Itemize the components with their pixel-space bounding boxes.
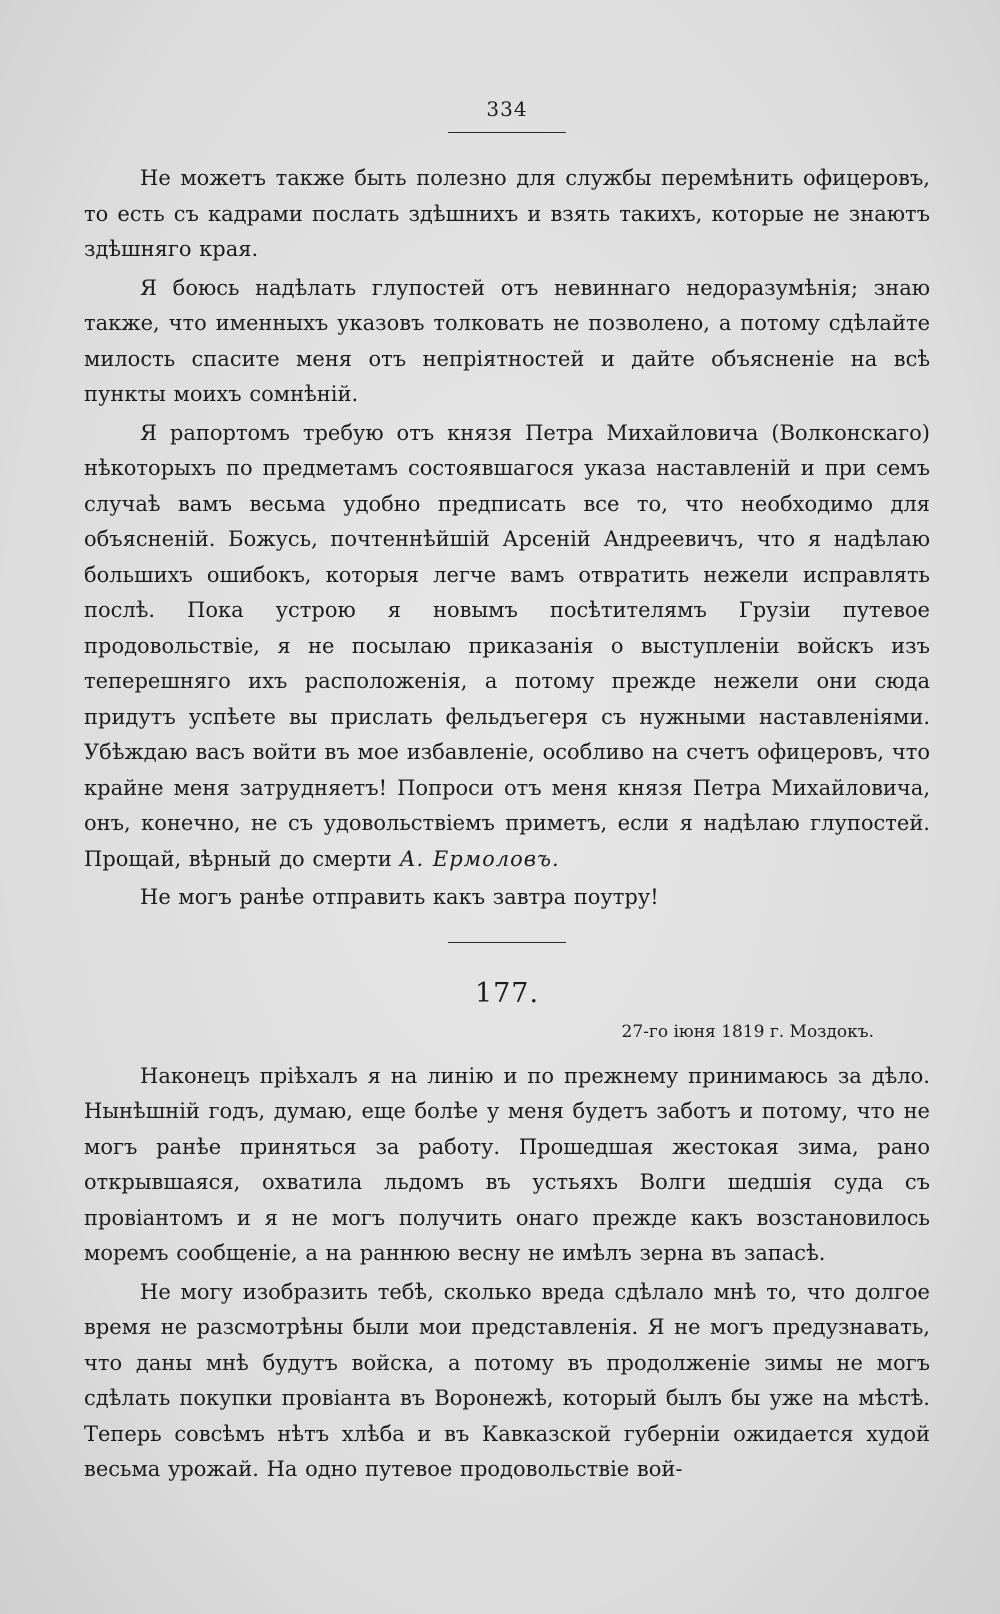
paragraph: Я боюсь надѣлать глупостей отъ невиннаго недоразумѣнія; знаю также, что именныхъ указовъ толковать не позволено, а потому сдѣлайте милость спасите меня отъ непріятностей и дайте объясненіе на всѣ пункты моихъ сомнѣній.	[84, 275, 930, 406]
paragraph: Не можетъ также быть полезно для службы перемѣнить офицеровъ, то есть съ кадрами послать здѣшнихъ и взять такихъ, которые не знаютъ здѣшняго края.	[84, 166, 930, 261]
section-divider-rule	[448, 942, 566, 943]
signature: А. Ермоловъ.	[399, 846, 560, 871]
letter-dateline: 27-го іюня 1819 г. Моздокъ.	[621, 1021, 874, 1042]
paragraph: Не могу изобразить тебѣ, сколько вреда сдѣлало мнѣ то, что долгое время не разсмотрѣны были мои представленія. Я не могъ предузнавать, что даны мнѣ будутъ войска, а потому въ продолженіе зимы не могъ сдѣлать покупки провіанта въ Воронежѣ, который былъ бы уже на мѣстѣ. Теперь совсѣмъ нѣтъ хлѣба и въ Кавказской губерніи ожидается худой весьма урожай. На одно путевое продовольствіе вой-	[84, 1279, 930, 1481]
paragraph: Наконецъ пріѣхалъ я на линію и по прежнему принимаюсь за дѣло. Нынѣшній годъ, думаю, еще болѣе у меня будетъ заботъ и потому, что не могъ ранѣе приняться за работу. Прошедшая жестокая зима, рано открывшаяся, охватила льдомъ въ устьяхъ Волги шедшія суда съ провіантомъ и я не могъ получить онаго прежде какъ возстановилось моремъ сообщеніе, а на раннюю весну не имѣлъ зерна въ запасѣ.	[84, 1063, 930, 1265]
header-rule	[448, 132, 566, 133]
paragraph-with-signature	[84, 416, 930, 878]
letter-previous	[84, 161, 930, 916]
letter-177	[84, 977, 930, 1488]
page-number: 334	[486, 97, 528, 121]
letter-number: 177.	[474, 977, 540, 1009]
postscript: Не могъ ранѣе отправить какъ завтра поутру!	[140, 885, 659, 909]
paragraph-text: Я рапортомъ требую отъ князя Петра Михайловича (Волконскаго) нѣкоторыхъ по предметамъ состоявшагося указа наставленій и при семъ случаѣ вамъ весьма удобно предписать все то, что необходимо для объясненій. Божусь, почтеннѣйшій Арсеній Андреевичъ, что я надѣлаю большихъ ошибокъ, которыя легче вамъ отвратить нежели исправлять послѣ. Пока устрою я новымъ посѣтителямъ Грузіи путевое продовольствіе, я не посылаю приказанія о выступленіи войскъ изъ теперешняго ихъ расположенія, а потому прежде нежели они сюда придутъ успѣете вы прислать фельдъегеря съ нужными наставленіями. Убѣждаю васъ войти въ мое избавленіе, особливо на счетъ офицеровъ, что крайне меня затрудняетъ! Попроси отъ меня князя Петра Михайловича, онъ, конечно, не съ удовольствіемъ приметъ, если я надѣлаю глупостей. Прощай, вѣрный до смерти	[84, 420, 930, 871]
